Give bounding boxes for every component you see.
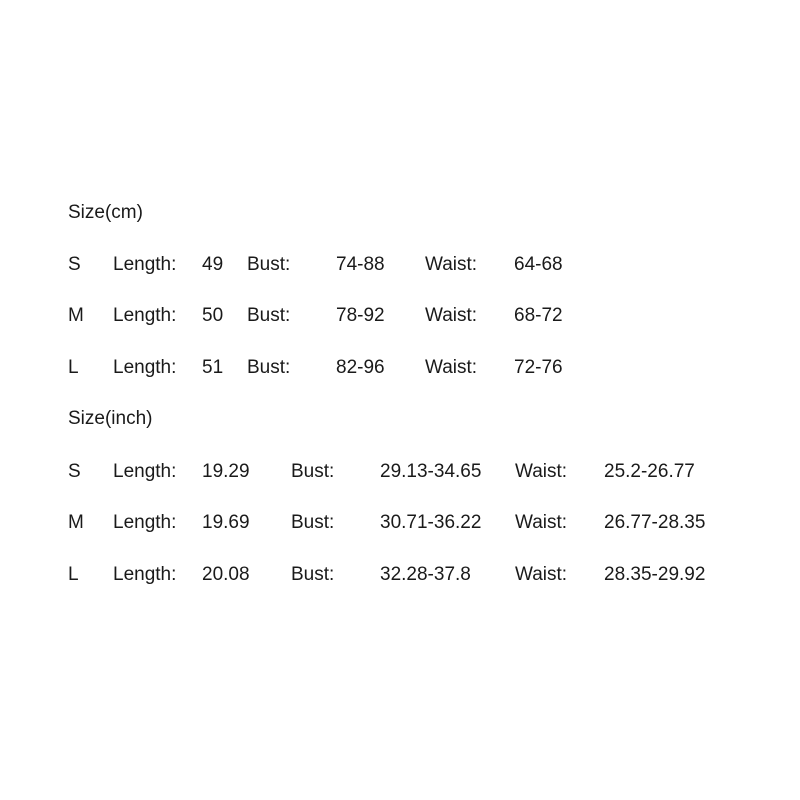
bust-label: Bust: [247, 254, 291, 275]
waist-label: Waist: [425, 305, 478, 326]
size-cell: M [68, 305, 84, 326]
length-label: Length: [113, 357, 177, 378]
length-value: 20.08 [202, 564, 250, 585]
waist-value: 26.77-28.35 [604, 512, 706, 533]
table-row [0, 253, 800, 277]
bust-value: 78-92 [336, 305, 385, 326]
bust-label: Bust: [247, 305, 291, 326]
size-cell: L [68, 564, 79, 585]
size-cell: M [68, 512, 84, 533]
inch-table-heading: Size(inch) [68, 408, 153, 429]
bust-label: Bust: [291, 461, 335, 482]
bust-value: 30.71-36.22 [380, 512, 482, 533]
table-row [0, 460, 800, 484]
waist-label: Waist: [425, 254, 478, 275]
length-value: 50 [202, 305, 224, 326]
size-cell: S [68, 254, 81, 275]
length-value: 19.69 [202, 512, 250, 533]
length-label: Length: [113, 461, 177, 482]
table-row [0, 356, 800, 380]
waist-value: 68-72 [514, 305, 563, 326]
length-value: 19.29 [202, 461, 250, 482]
bust-label: Bust: [291, 564, 335, 585]
table-row [0, 511, 800, 535]
length-label: Length: [113, 254, 177, 275]
length-label: Length: [113, 512, 177, 533]
bust-label: Bust: [291, 512, 335, 533]
cm-table-heading: Size(cm) [68, 202, 143, 223]
bust-value: 82-96 [336, 357, 385, 378]
waist-label: Waist: [515, 512, 568, 533]
size-cell: S [68, 461, 81, 482]
bust-value: 29.13-34.65 [380, 461, 482, 482]
waist-label: Waist: [515, 461, 568, 482]
length-label: Length: [113, 564, 177, 585]
waist-value: 28.35-29.92 [604, 564, 706, 585]
waist-value: 25.2-26.77 [604, 461, 695, 482]
bust-value: 32.28-37.8 [380, 564, 471, 585]
bust-value: 74-88 [336, 254, 385, 275]
size-cell: L [68, 357, 79, 378]
length-value: 51 [202, 357, 224, 378]
waist-label: Waist: [515, 564, 568, 585]
waist-label: Waist: [425, 357, 478, 378]
waist-value: 72-76 [514, 357, 563, 378]
bust-label: Bust: [247, 357, 291, 378]
length-label: Length: [113, 305, 177, 326]
waist-value: 64-68 [514, 254, 563, 275]
table-row [0, 563, 800, 587]
length-value: 49 [202, 254, 224, 275]
table-row [0, 304, 800, 328]
